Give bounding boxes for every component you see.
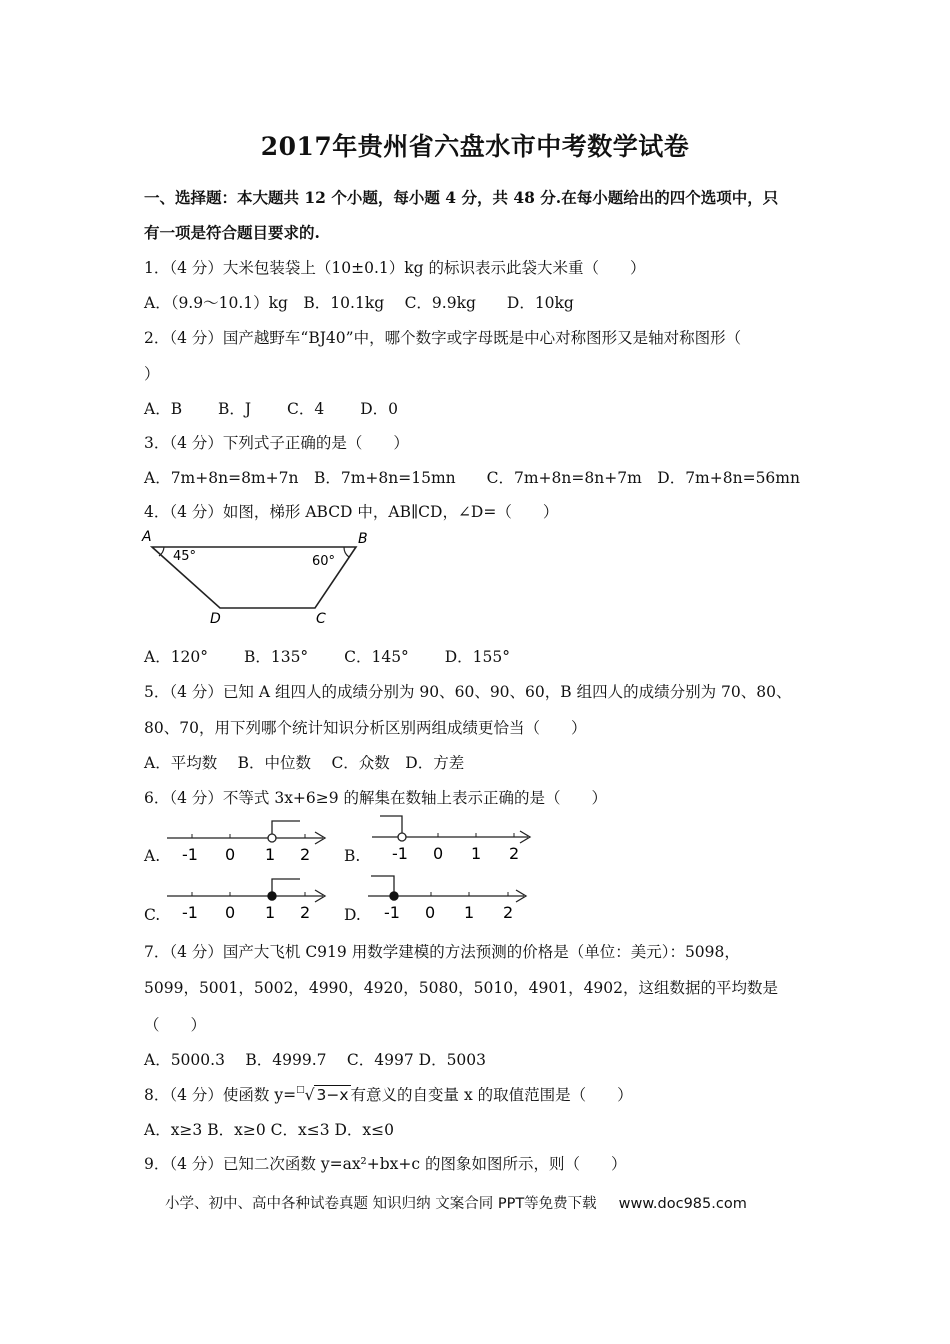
section-instructions-line2: 有一项是符合题目要求的. xyxy=(144,223,320,242)
question-2-stem: 2．（4 分）国产越野车“BJ40”中，哪个数字或字母既是中心对称图形又是轴对称图形（ xyxy=(144,329,742,347)
tick-label: 2 xyxy=(300,903,311,922)
tick-label: 2 xyxy=(300,845,311,864)
tick-label: 1 xyxy=(464,903,475,922)
option-b-label: B. xyxy=(344,847,361,865)
footer-text: 小学、初中、高中各种试卷真题 知识归纳 文案合同 PPT等免费下载 xyxy=(165,1196,597,1212)
angle-label-b: 60° xyxy=(312,554,336,569)
option-a-label: A. xyxy=(144,847,161,865)
question-9-stem: 9．（4 分）已知二次函数 y=ax²+bx+c 的图象如图所示，则（ ） xyxy=(144,1155,627,1173)
number-line-a xyxy=(165,817,335,867)
tick-label: 1 xyxy=(471,844,482,863)
trapezoid-figure xyxy=(140,524,380,630)
vertex-label-a: A xyxy=(142,529,152,545)
page-footer xyxy=(165,1192,747,1213)
question-6-stem: 6．（4 分）不等式 3x+6≥9 的解集在数轴上表示正确的是（ ） xyxy=(144,789,608,807)
question-4-options: A．120° B．135° C．145° D．155° xyxy=(144,648,510,666)
question-5-stem-cont: 80、70，用下列哪个统计知识分析区别两组成绩更恰当（ ） xyxy=(144,719,587,737)
option-c-label: C. xyxy=(144,906,161,924)
tick-label: -1 xyxy=(392,844,408,863)
radical-index: □ xyxy=(296,1085,305,1095)
question-2-options: A．B B．J C．4 D．0 xyxy=(144,400,398,418)
vertex-label-d: D xyxy=(210,611,221,627)
question-1-options: A．（9.9～10.1）kg B．10.1kg C．9.9kg D．10kg xyxy=(144,294,574,312)
question-1-stem: 1．（4 分）大米包装袋上（10±0.1）kg 的标识表示此袋大米重（ ） xyxy=(144,259,646,277)
question-7-stem: 7．（4 分）国产大飞机 C919 用数学建模的方法预测的价格是（单位：美元）：5098， xyxy=(144,943,740,961)
cube-root-expression: □√ 3−x xyxy=(296,1085,349,1104)
question-5-options: A．平均数 B．中位数 C．众数 D．方差 xyxy=(144,754,465,772)
footer-url[interactable]: www.doc985.com xyxy=(618,1196,747,1212)
question-2-stem-cont: ） xyxy=(144,365,160,383)
number-line-d xyxy=(366,872,536,924)
section-instructions-line1: 一、选择题：本大题共 12 个小题，每小题 4 分，共 48 分.在每小题给出的四个选项中，只 xyxy=(144,188,779,207)
vertex-label-b: B xyxy=(358,531,368,547)
tick-label: 0 xyxy=(225,845,236,864)
number-line-c xyxy=(165,874,335,924)
tick-label: 0 xyxy=(433,844,444,863)
number-line-b xyxy=(370,812,540,864)
tick-label: 0 xyxy=(225,903,236,922)
question-3-options: A．7m+8n=8m+7n B．7m+8n=15mn C．7m+8n=8n+7m D．7m+8n=56mn xyxy=(144,469,800,487)
question-5-stem: 5．（4 分）已知 A 组四人的成绩分别为 90、60、90、60，B 组四人的成绩分别为 70、80、 xyxy=(144,683,792,701)
question-7-options: A．5000.3 B．4999.7 C．4997 D．5003 xyxy=(144,1051,487,1069)
tick-label: 0 xyxy=(425,903,436,922)
question-8-stem xyxy=(144,1083,633,1105)
question-8-stem-pre: 8．（4 分）使函数 y= xyxy=(144,1086,297,1104)
vertex-label-c: C xyxy=(316,611,326,627)
radicand: 3−x xyxy=(316,1086,349,1104)
tick-label: 2 xyxy=(509,844,520,863)
tick-label: 2 xyxy=(503,903,514,922)
page-title: 2017年贵州省六盘水市中考数学试卷 xyxy=(260,132,690,161)
question-3-stem: 3．（4 分）下列式子正确的是（ ） xyxy=(144,434,409,452)
angle-label-a: 45° xyxy=(173,549,197,564)
tick-label: 1 xyxy=(265,845,276,864)
tick-label: -1 xyxy=(182,903,198,922)
tick-label: -1 xyxy=(182,845,198,864)
question-8-stem-post: 有意义的自变量 x 的取值范围是（ ） xyxy=(350,1086,633,1104)
question-7-stem-cont2: （ ） xyxy=(144,1016,207,1034)
question-4-stem: 4．（4 分）如图，梯形 ABCD 中，AB∥CD，∠D=（ ） xyxy=(144,503,559,521)
tick-label: -1 xyxy=(384,903,400,922)
option-d-label: D. xyxy=(344,906,361,924)
tick-label: 1 xyxy=(265,903,276,922)
question-8-options: A．x≥3 B．x≥0 C．x≤3 D．x≤0 xyxy=(144,1121,395,1139)
question-7-stem-cont: 5099，5001，5002，4990，4920，5080，5010，4901，4902，这组数据的平均数是 xyxy=(144,979,779,997)
